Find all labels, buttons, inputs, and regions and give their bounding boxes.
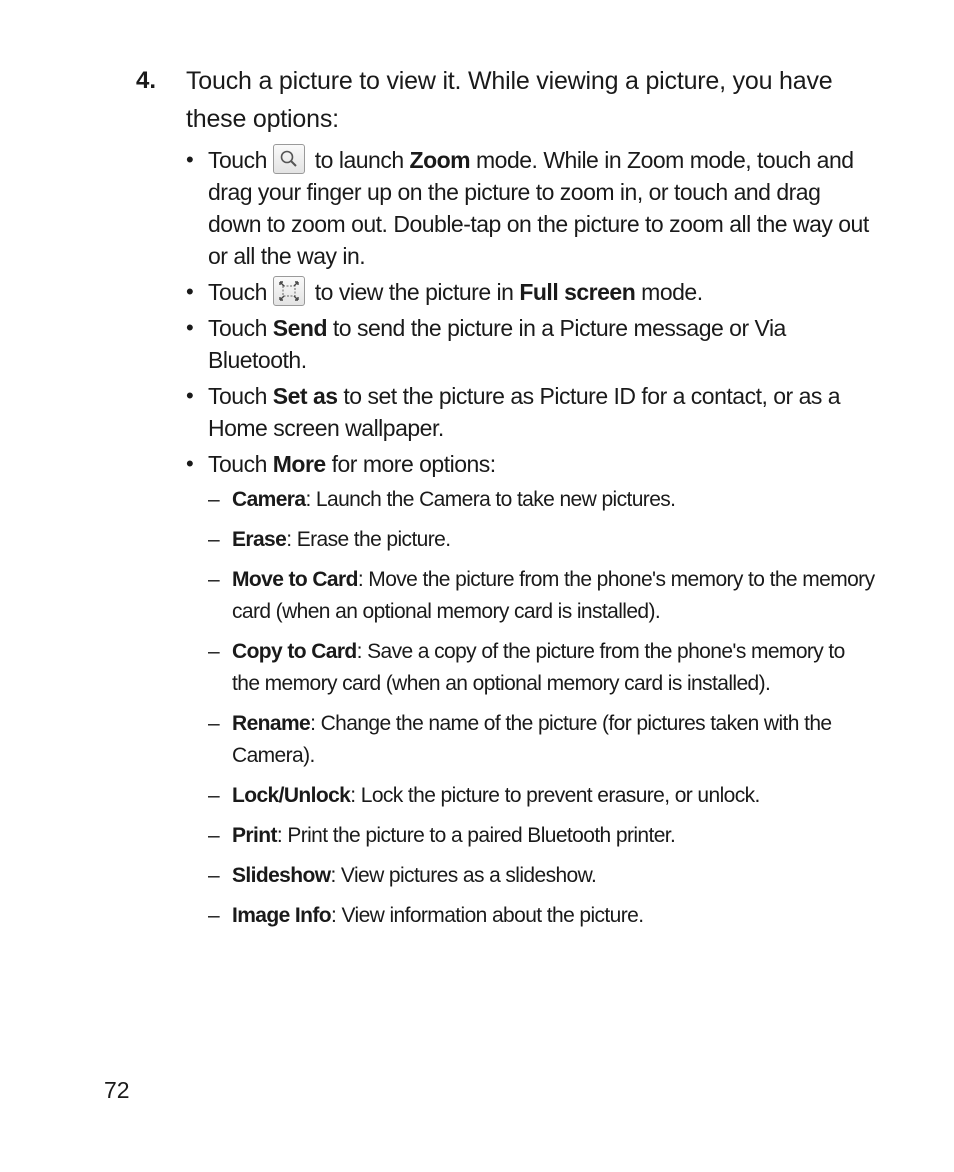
step-4 [136,62,876,940]
list-item: – Rename: Change the name of the picture (for pictures taken with the Camera). [208,708,876,772]
term-set-as: Set as [272,383,338,409]
term-full-screen: Full screen [519,279,636,305]
list-item: – Erase: Erase the picture. [208,524,876,556]
list-item: – Image Info: View information about the picture. [208,900,876,932]
list-item: – Print: Print the picture to a paired Bluetooth printer. [208,820,876,852]
full-screen-icon [273,276,305,306]
list-item: – Copy to Card: Save a copy of the picture from the phone's memory to the memory card (when an optional memory card is installed). [208,636,876,700]
more-options-list [208,484,876,932]
term-more: More [272,451,326,477]
bullet-send: • Touch Send to send the picture in a Picture message or Via Bluetooth. [186,312,876,376]
list-item: – Lock/Unlock: Lock the picture to prevent erasure, or unlock. [208,780,876,812]
list-item: – Move to Card: Move the picture from the phone's memory to the memory card (when an optional memory card is installed). [208,564,876,628]
list-item: – Slideshow: View pictures as a slideshow. [208,860,876,892]
term-zoom: Zoom [409,147,471,173]
bullet-zoom: • Touch to launch Zoom mode. While in Zoom mode, touch and drag your finger up on the picture to zoom in, or touch and drag down to zoom out. Double-tap on the picture to zoom all the way out or all the way in. [186,144,876,272]
page-number: 72 [104,1077,130,1103]
bullet-more: • Touch More for more options: – Camera: Launch the Camera to take new pictures. – Erase: Erase the picture. – Move to Card: Move the picture from the phone's memory to the memory card (when an optional memory card is installed). – Copy to Card: Save a copy of the picture from the phone's memory to the memory card (when an optional memory card is installed). – Rename: Change the name of the picture (for pictures taken with the Camera). – Lock/Unlock: Lock the picture to prevent erasure, or unlock. – Print: Print the picture to a paired Bluetooth printer. – Slideshow: View pictures as a slideshow. – Image Info: View information about the picture. [186,448,876,932]
term-send: Send [272,315,327,341]
step-text: Touch a picture to view it. While viewing a picture, you have these options: [186,67,833,133]
list-item: – Camera: Launch the Camera to take new pictures. [208,484,876,516]
bullet-full-screen: • Touch to view the picture in Full screen mode. [186,276,876,308]
options-list [186,144,876,932]
magnifier-icon [273,144,305,174]
step-number: 4. [136,67,157,94]
bullet-set-as: • Touch Set as to set the picture as Picture ID for a contact, or as a Home screen wallpaper. [186,380,876,444]
